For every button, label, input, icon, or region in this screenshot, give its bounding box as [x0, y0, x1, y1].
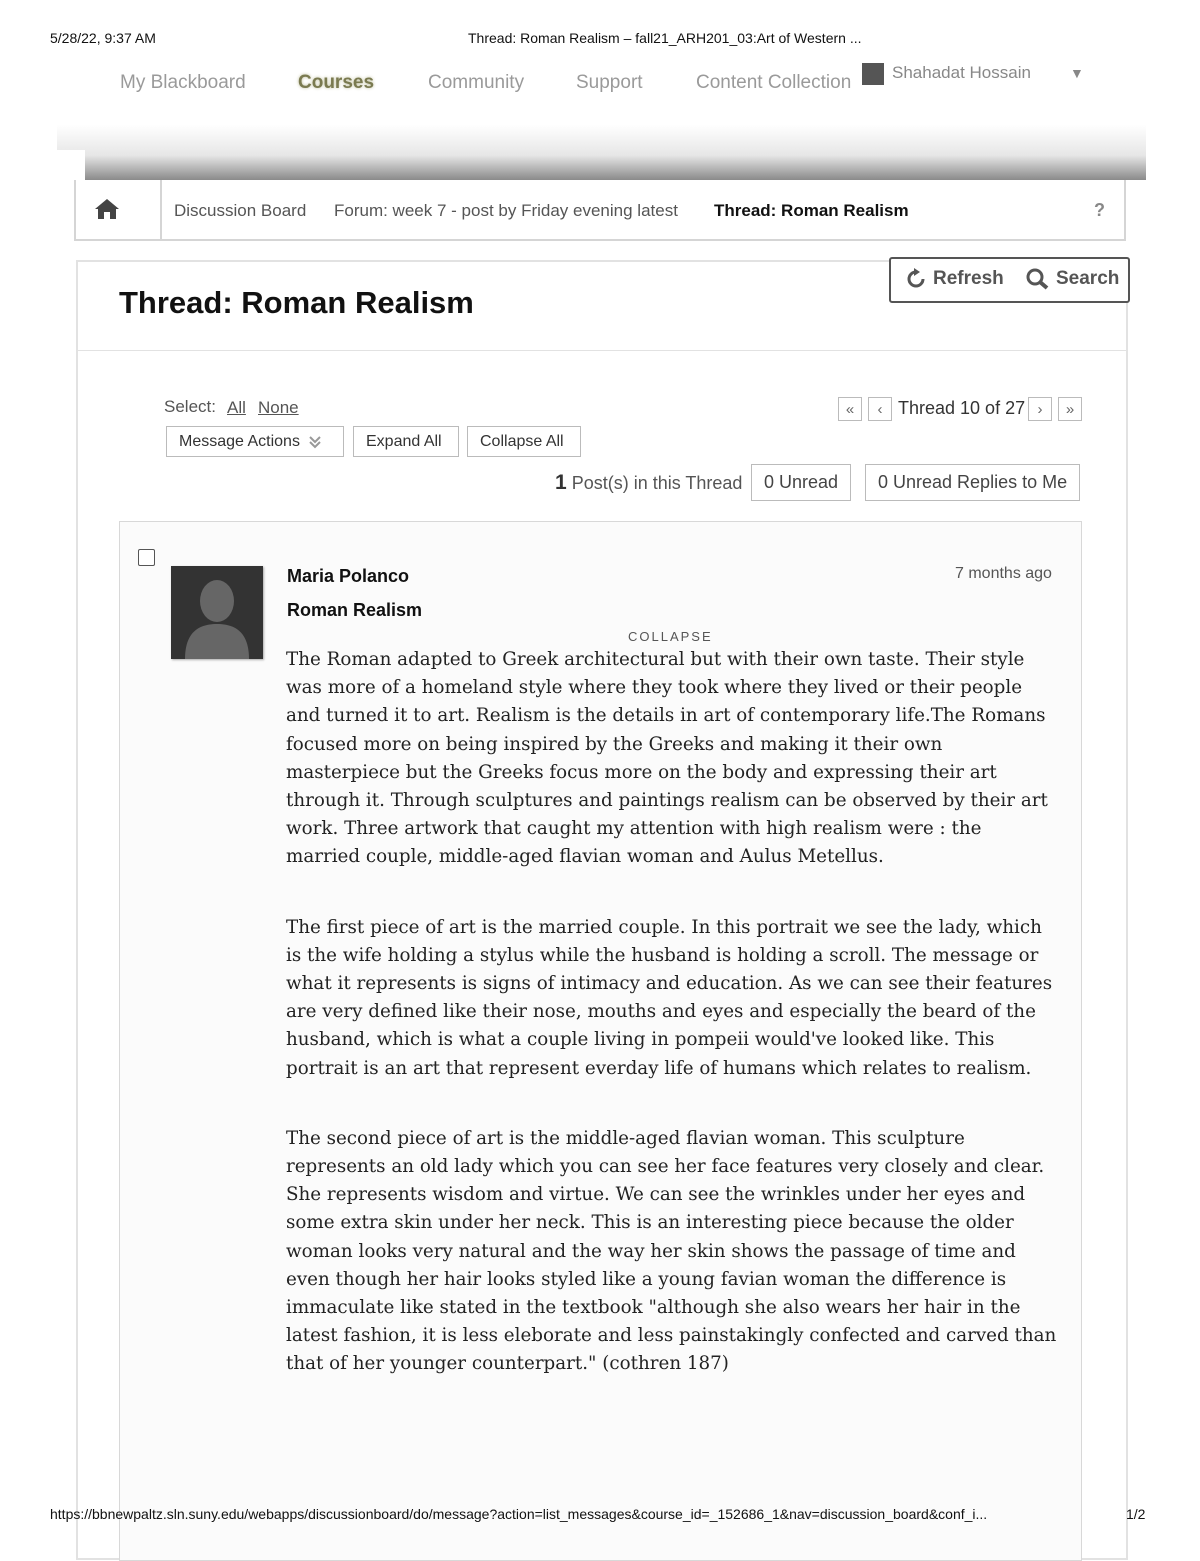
refresh-button[interactable] — [905, 268, 1004, 290]
chevron-left-icon: ‹ — [877, 400, 883, 418]
post-paragraph: The second piece of art is the middle-aged flavian woman. This sculpture represents an old lady which you can see her face features very closely and clear. She represents wisdom and virtue. We can see the wrinkles under her eyes and some extra skin under her neck. This is an interesting piece because the older woman looks very natural and the way her skin shows the passage of time and even though her hair looks styled like a young favian woman the difference is immaculate like stated in the textbook "although she also wears her hair in the latest fashion, it is less eleborate and less painstakingly confected and carved than that of her younger counterpart." (cothren 187) — [286, 1127, 1057, 1375]
thread-position: Thread 10 of 27 — [898, 398, 1026, 418]
post-body — [286, 646, 1058, 1421]
double-chevron-right-icon: » — [1065, 400, 1075, 418]
collapse-all-label: Collapse All — [480, 432, 564, 450]
breadcrumb-current: Thread: Roman Realism — [714, 201, 909, 220]
post-timestamp: 7 months ago — [955, 565, 1052, 582]
home-icon — [94, 198, 120, 220]
unread-replies-button[interactable] — [865, 464, 1080, 501]
chevron-right-icon: › — [1037, 400, 1043, 418]
previous-thread-button[interactable] — [868, 397, 892, 421]
tab-my-blackboard[interactable]: My Blackboard — [120, 72, 246, 93]
post-checkbox[interactable] — [138, 549, 155, 566]
post-author[interactable]: Maria Polanco — [287, 566, 410, 586]
tab-support[interactable]: Support — [576, 72, 643, 93]
breadcrumb — [74, 180, 1126, 241]
post-count-label: Post(s) in this Thread — [571, 473, 743, 493]
post-paragraph: The first piece of art is the married couple. In this portrait we see the lady, which is the wife holding a stylus while the husband is holding a scroll. The message or what it represents is signs of intimacy and education. As we can see their features are very defined like their nose, mouths and eyes and especially the beard of the husband, which is what a couple living in pompeii would've looked like. This portrait is an art that represent everday life of humans which relates to realism. — [286, 916, 1053, 1079]
avatar — [171, 566, 263, 659]
breadcrumb-forum[interactable]: Forum: week 7 - post by Friday evening latest — [334, 201, 678, 220]
print-datetime: 5/28/22, 9:37 AM — [50, 30, 156, 46]
page-tools — [889, 257, 1130, 303]
double-chevron-left-icon: « — [845, 400, 855, 418]
collapse-all-button[interactable] — [467, 426, 581, 457]
post-count — [555, 471, 742, 495]
next-thread-button[interactable] — [1028, 397, 1052, 421]
unread-button[interactable] — [751, 464, 851, 501]
user-menu[interactable] — [852, 57, 1098, 91]
select-all-link[interactable]: All — [227, 398, 246, 417]
user-avatar — [862, 63, 884, 85]
user-silhouette-icon — [171, 566, 263, 659]
expand-all-label: Expand All — [366, 432, 442, 450]
message-actions-button[interactable] — [166, 426, 344, 457]
refresh-label: Refresh — [933, 268, 1004, 289]
double-chevron-down-icon — [308, 435, 322, 449]
refresh-icon — [905, 268, 927, 290]
select-label: Select: — [164, 397, 216, 416]
print-url: https://bbnewpaltz.sln.suny.edu/webapps/discussionboard/do/message?action=list_messages&course_id=_152686_1&nav=discussion_board&conf_i... — [50, 1506, 988, 1522]
unread-label: 0 Unread — [764, 472, 839, 492]
title-divider — [78, 350, 1126, 351]
message-actions-label: Message Actions — [179, 432, 300, 450]
help-icon[interactable]: ? — [1094, 200, 1105, 220]
post-count-number: 1 — [555, 471, 567, 494]
chevron-down-icon[interactable]: ▼ — [1070, 65, 1084, 81]
first-thread-button[interactable] — [838, 397, 862, 421]
print-page-title: Thread: Roman Realism – fall21_ARH201_03:Art of Western ... — [468, 30, 862, 46]
search-icon — [1026, 268, 1050, 290]
nav-corner — [57, 150, 85, 182]
expand-all-button[interactable] — [353, 426, 459, 457]
tab-courses[interactable]: Courses — [298, 72, 375, 93]
last-thread-button[interactable] — [1058, 397, 1082, 421]
user-name: Shahadat Hossain — [892, 63, 1031, 82]
tab-content-collection[interactable]: Content Collection — [696, 72, 852, 93]
print-page-number: 1/2 — [1126, 1506, 1146, 1522]
select-none-link[interactable]: None — [258, 398, 299, 417]
page-title: Thread: Roman Realism — [119, 285, 474, 320]
tab-community[interactable]: Community — [428, 72, 525, 93]
unread-replies-label: 0 Unread Replies to Me — [878, 472, 1068, 492]
post-subject: Roman Realism — [287, 600, 423, 620]
home-button[interactable] — [76, 180, 162, 239]
search-label: Search — [1056, 268, 1120, 289]
search-button[interactable] — [1026, 268, 1119, 290]
post-paragraph: The Roman adapted to Greek architectural but with their own taste. Their style was more of a homeland style where they took where they lived or their people and turned it to art. Realism is the details in art of contemporary life.The Romans focused more on being inspired by the Greeks and making it their own masterpiece but the Greeks focus more on the body and expressing their art through it. Through sculptures and paintings realism can be observed by their art work. Three artwork that caught my attention with high realism were : the married couple, middle-aged flavian woman and Aulus Metellus. — [286, 649, 1048, 868]
collapse-post-link[interactable]: COLLAPSE — [628, 629, 713, 644]
breadcrumb-discussion-board[interactable]: Discussion Board — [174, 201, 307, 220]
